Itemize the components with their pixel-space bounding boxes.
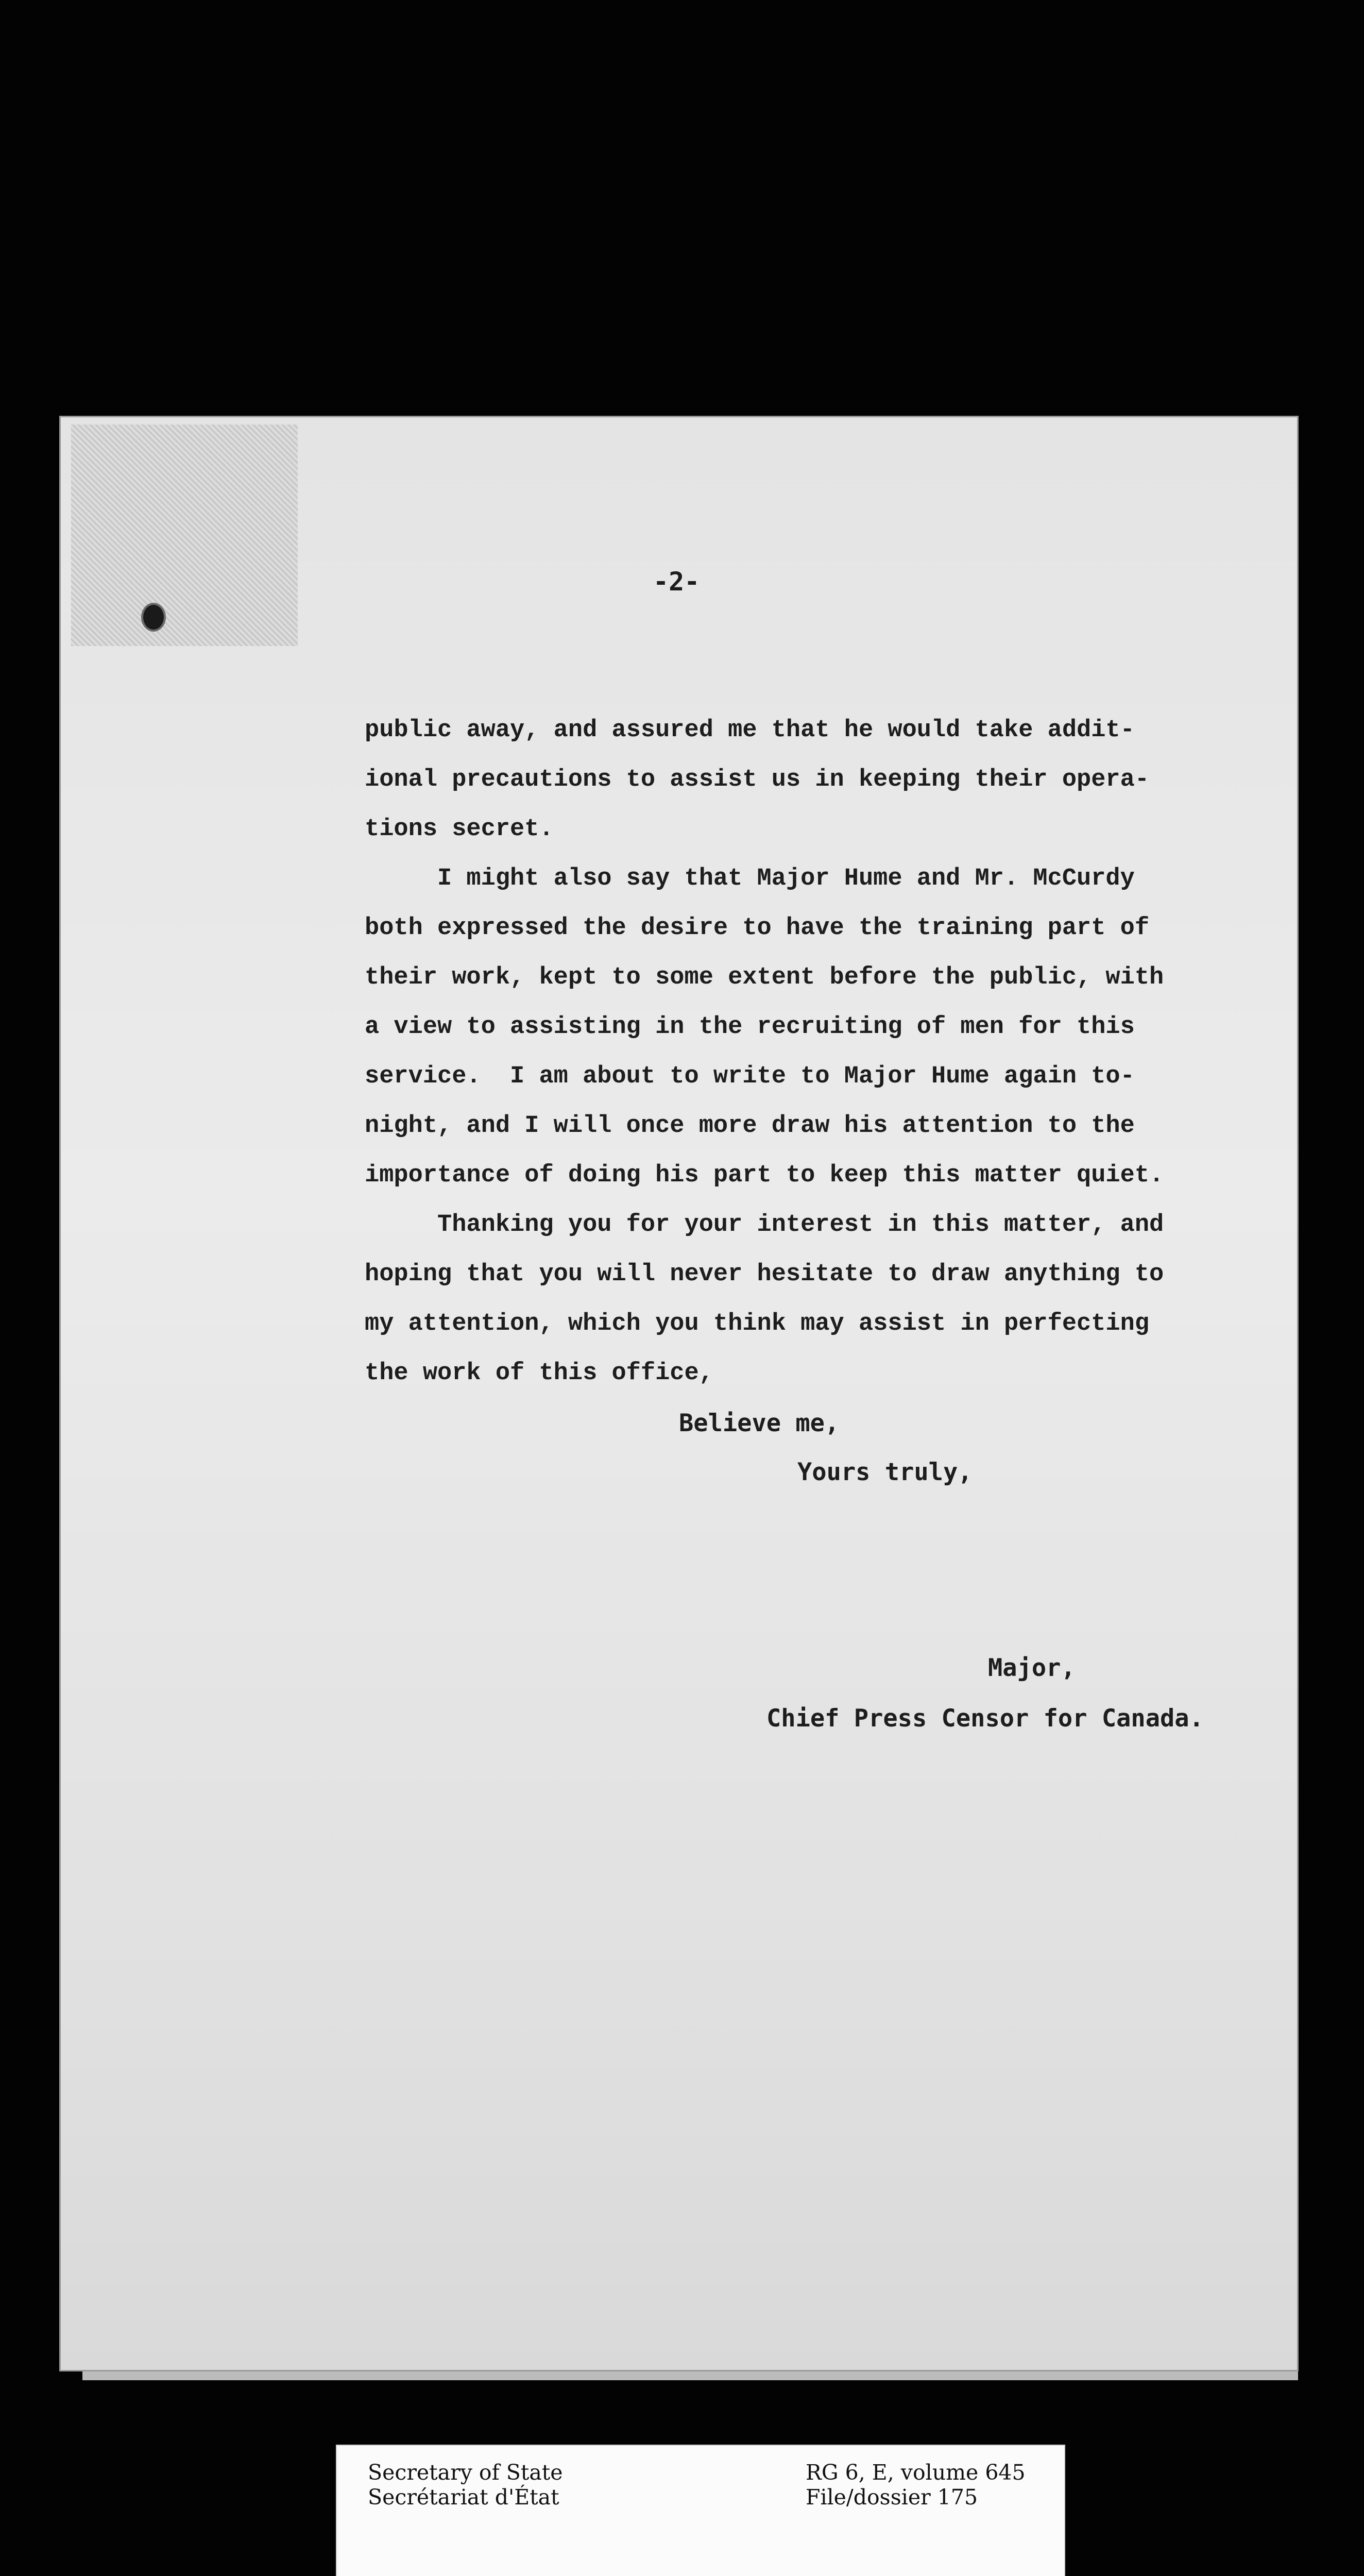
body-line: my attention, which you think may assist in perfecting <box>365 1310 1150 1337</box>
body-line: the work of this office, <box>365 1360 713 1387</box>
label-department-en: Secretary of State <box>368 2460 563 2485</box>
closing-salutation: Believe me, <box>679 1409 840 1437</box>
archive-label <box>336 2445 1065 2576</box>
signature-title: Chief Press Censor for Canada. <box>766 1704 1204 1733</box>
body-line: hoping that you will never hesitate to draw anything to <box>365 1261 1164 1288</box>
body-line: I might also say that Major Hume and Mr. McCurdy <box>365 865 1135 892</box>
closing-valediction: Yours truly, <box>797 1458 973 1486</box>
corner-tape-patch <box>71 425 298 646</box>
body-line: Thanking you for your interest in this matter, and <box>365 1211 1164 1239</box>
label-file-number: File/dossier 175 <box>806 2485 978 2510</box>
body-line: tions secret. <box>365 816 554 843</box>
label-record-group: RG 6, E, volume 645 <box>806 2460 1026 2485</box>
body-line: public away, and assured me that he would take addit- <box>365 717 1135 744</box>
punch-hole-icon <box>141 603 166 632</box>
body-line: ional precautions to assist us in keeping their opera- <box>365 766 1150 793</box>
signature-rank: Major, <box>988 1654 1076 1682</box>
body-line: a view to assisting in the recruiting of men for this <box>365 1013 1135 1041</box>
body-line: their work, kept to some extent before the public, with <box>365 964 1164 991</box>
page-number: -2- <box>653 567 700 597</box>
label-department-fr: Secrétariat d'État <box>368 2485 559 2510</box>
body-line: importance of doing his part to keep this matter quiet. <box>365 1162 1164 1189</box>
letter-body <box>365 706 1282 1398</box>
letter-page <box>61 417 1297 2370</box>
body-line: service. I am about to write to Major Hume again to- <box>365 1063 1135 1090</box>
body-line: both expressed the desire to have the training part of <box>365 914 1150 942</box>
body-line: night, and I will once more draw his attention to the <box>365 1112 1135 1140</box>
